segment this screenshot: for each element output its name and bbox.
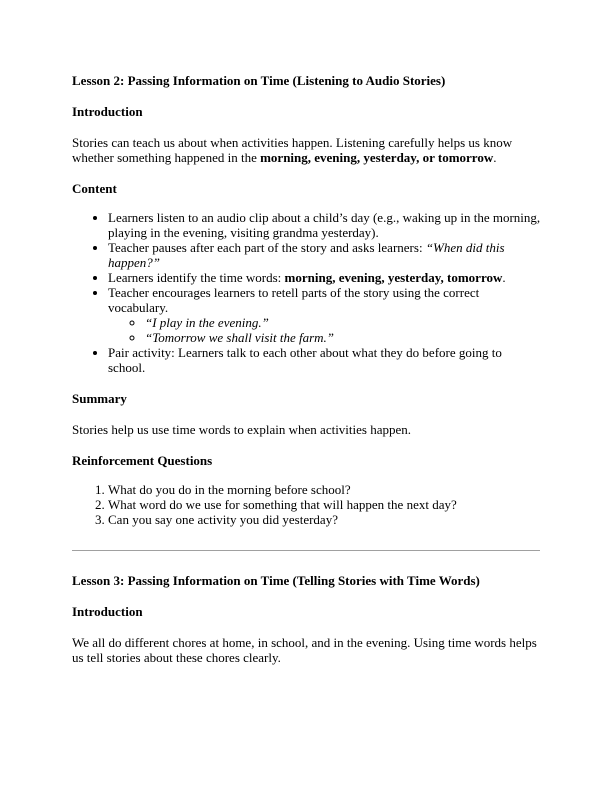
bullet-2-question: “When did this happen?” (108, 240, 505, 270)
document-body (72, 73, 542, 665)
lesson-2-summary-heading: Summary (72, 391, 127, 406)
retell-examples-list (108, 315, 542, 345)
intro-period: . (493, 150, 497, 165)
content-bullet-teacher-pauses (108, 240, 542, 270)
lesson-2-title: Lesson 2: Passing Information on Time (Listening to Audio Stories) (72, 73, 446, 88)
bullet-3-time-words: morning, evening, yesterday, tomorrow (284, 270, 503, 285)
intro-bold-time-words: morning, evening, yesterday, or tomorrow (260, 150, 494, 165)
lesson-3-introduction-heading: Introduction (72, 604, 143, 619)
lesson-2-content-heading: Content (72, 181, 117, 196)
bullet-2-text: Teacher pauses after each part of the story and asks learners: (108, 240, 426, 255)
content-bullet-identify-time-words (108, 270, 542, 285)
content-bullet-retell-story (108, 285, 542, 345)
example-sentence-tomorrow-text: “Tomorrow we shall visit the farm.” (145, 330, 335, 345)
content-bullet-pair-activity: • Pair activity: Learners talk to each other about what they do before going to school. (108, 345, 542, 375)
example-sentence-evening (145, 315, 542, 330)
example-sentence-evening-text: “I play in the evening.” (145, 315, 269, 330)
bullet-4-text: Teacher encourages learners to retell parts of the story using the correct vocabulary. (108, 285, 480, 315)
lesson-2-introduction-heading: Introduction (72, 104, 143, 119)
bullet-3-text: Learners identify the time words: (108, 270, 285, 285)
example-sentence-tomorrow (145, 330, 542, 345)
section-divider (72, 550, 540, 551)
question-morning: 1. What do you do in the morning before school? (108, 482, 542, 497)
reinforcement-questions-list (72, 482, 542, 527)
lesson-3-introduction-text: We all do different chores at home, in school, and in the evening. Using time words helps us tell stories about these chores clearly. (72, 635, 537, 665)
question-next-day: 2. What word do we use for something that will happen the next day? (108, 497, 542, 512)
lesson-3-title: Lesson 3: Passing Information on Time (Telling Stories with Time Words) (72, 573, 480, 588)
lesson-2-summary-text: Stories help us use time words to explain when activities happen. (72, 422, 412, 437)
lesson-2-reinforcement-heading: Reinforcement Questions (72, 453, 213, 468)
lesson-2-introduction-text (72, 135, 542, 165)
bullet-3-period: . (502, 270, 506, 285)
content-bullet-audio-clip: • Learners listen to an audio clip about a child’s day (e.g., waking up in the morning, playing in the evening, visiting grandma yesterday). (108, 210, 542, 240)
intro-plain-text: Stories can teach us about when activities happen. Listening carefully helps us know whether something happened in the (72, 135, 513, 165)
question-yesterday: 3. Can you say one activity you did yesterday? (108, 512, 542, 527)
content-bullet-list (72, 210, 542, 375)
